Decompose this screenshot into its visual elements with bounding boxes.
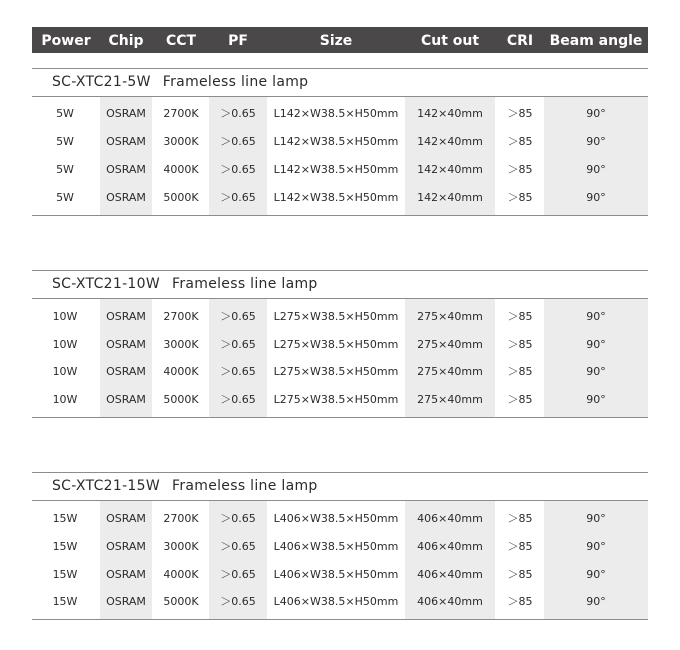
header-size: Size [319,33,353,49]
cell-size: L406×W38.5×H50mm [273,595,399,608]
cell-cri: ＞85 [507,595,533,608]
table-row [32,128,648,156]
table-row [32,184,648,212]
cell-cct: 4000K [163,163,199,176]
cell-size: L275×W38.5×H50mm [273,393,399,406]
cell-cri: ＞85 [507,393,533,406]
cell-cut-out: 406×40mm [417,568,483,581]
section-product-name: Frameless line lamp [172,276,318,292]
cell-cri: ＞85 [507,512,533,525]
cell-cct: 3000K [163,338,199,351]
cell-power: 15W [52,568,78,581]
cell-cri: ＞85 [507,338,533,351]
divider [32,472,648,473]
cell-beam-angle: 90° [586,568,606,581]
cell-cut-out: 406×40mm [417,540,483,553]
cell-power: 15W [52,540,78,553]
cell-cri: ＞85 [507,163,533,176]
cell-pf: ＞0.65 [220,310,256,323]
cell-power: 5W [56,191,74,204]
cell-size: L142×W38.5×H50mm [273,135,399,148]
cell-cct: 4000K [163,365,199,378]
section-15w [32,472,648,620]
cell-cct: 2700K [163,512,199,525]
cell-cut-out: 275×40mm [417,310,483,323]
cell-cct: 3000K [163,540,199,553]
cell-pf: ＞0.65 [220,512,256,525]
cell-size: L142×W38.5×H50mm [273,191,399,204]
cell-power: 15W [52,595,78,608]
table-header [32,27,648,53]
cell-chip: OSRAM [106,393,146,406]
cell-cut-out: 275×40mm [417,365,483,378]
cell-cut-out: 275×40mm [417,338,483,351]
cell-cct: 5000K [163,595,199,608]
cell-chip: OSRAM [106,163,146,176]
cell-size: L142×W38.5×H50mm [273,163,399,176]
cell-beam-angle: 90° [586,310,606,323]
section-model: SC-XTC21-15W [52,478,160,494]
cell-cri: ＞85 [507,191,533,204]
header-pf: PF [228,33,248,49]
cell-cut-out: 142×40mm [417,135,483,148]
section-model: SC-XTC21-5W [52,74,151,90]
divider [32,68,648,69]
cell-beam-angle: 90° [586,540,606,553]
cell-beam-angle: 90° [586,191,606,204]
cell-cut-out: 142×40mm [417,107,483,120]
table-row [32,588,648,616]
cell-cut-out: 406×40mm [417,595,483,608]
cell-cut-out: 142×40mm [417,191,483,204]
section-product-name: Frameless line lamp [162,74,309,90]
cell-pf: ＞0.65 [220,595,256,608]
cell-cri: ＞85 [507,540,533,553]
cell-power: 10W [52,338,78,351]
cell-cri: ＞85 [507,310,533,323]
section-title [52,74,308,90]
cell-power: 5W [56,163,74,176]
cell-size: L406×W38.5×H50mm [273,512,399,525]
cell-cct: 4000K [163,568,199,581]
table-row [32,386,648,414]
cell-size: L406×W38.5×H50mm [273,540,399,553]
cell-size: L142×W38.5×H50mm [273,107,399,120]
cell-cri: ＞85 [507,365,533,378]
divider [32,417,648,418]
table-row [32,156,648,184]
cell-cut-out: 406×40mm [417,512,483,525]
header-chip: Chip [108,33,144,49]
cell-size: L275×W38.5×H50mm [273,365,399,378]
cell-pf: ＞0.65 [220,163,256,176]
cell-beam-angle: 90° [586,595,606,608]
cell-pf: ＞0.65 [220,107,256,120]
cell-beam-angle: 90° [586,512,606,525]
cell-chip: OSRAM [106,512,146,525]
cell-cct: 3000K [163,135,199,148]
cell-pf: ＞0.65 [220,338,256,351]
table-row [32,358,648,386]
cell-pf: ＞0.65 [220,365,256,378]
cell-power: 10W [52,310,78,323]
header-cri: CRI [506,33,534,49]
cell-chip: OSRAM [106,107,146,120]
cell-chip: OSRAM [106,135,146,148]
section-product-name: Frameless line lamp [172,478,318,494]
header-cut-out: Cut out [420,33,480,49]
cell-pf: ＞0.65 [220,191,256,204]
cell-cct: 2700K [163,310,199,323]
cell-cut-out: 142×40mm [417,163,483,176]
section-model: SC-XTC21-10W [52,276,160,292]
cell-pf: ＞0.65 [220,540,256,553]
cell-cri: ＞85 [507,107,533,120]
cell-power: 10W [52,365,78,378]
cell-chip: OSRAM [106,191,146,204]
divider [32,270,648,271]
cell-cct: 2700K [163,107,199,120]
section-5w [32,68,648,216]
header-cct: CCT [165,33,197,49]
cell-cri: ＞85 [507,135,533,148]
cell-chip: OSRAM [106,540,146,553]
cell-chip: OSRAM [106,338,146,351]
table-row [32,331,648,359]
cell-beam-angle: 90° [586,163,606,176]
header-beam-angle: Beam angle [549,33,643,49]
cell-power: 5W [56,135,74,148]
cell-size: L275×W38.5×H50mm [273,310,399,323]
section-title [52,478,318,494]
cell-beam-angle: 90° [586,393,606,406]
divider [32,619,648,620]
cell-chip: OSRAM [106,310,146,323]
cell-cri: ＞85 [507,568,533,581]
cell-power: 5W [56,107,74,120]
cell-cct: 5000K [163,393,199,406]
cell-power: 10W [52,393,78,406]
cell-chip: OSRAM [106,595,146,608]
table-row [32,100,648,128]
cell-size: L406×W38.5×H50mm [273,568,399,581]
cell-power: 15W [52,512,78,525]
cell-beam-angle: 90° [586,107,606,120]
cell-beam-angle: 90° [586,338,606,351]
table-row [32,303,648,331]
cell-size: L275×W38.5×H50mm [273,338,399,351]
cell-beam-angle: 90° [586,135,606,148]
cell-chip: OSRAM [106,365,146,378]
section-10w [32,270,648,418]
cell-chip: OSRAM [106,568,146,581]
table-row [32,505,648,533]
cell-beam-angle: 90° [586,365,606,378]
cell-pf: ＞0.65 [220,393,256,406]
section-title [52,276,318,292]
cell-pf: ＞0.65 [220,135,256,148]
cell-cut-out: 275×40mm [417,393,483,406]
divider [32,215,648,216]
header-power: Power [41,33,91,49]
table-row [32,561,648,589]
cell-cct: 5000K [163,191,199,204]
table-row [32,533,648,561]
cell-pf: ＞0.65 [220,568,256,581]
